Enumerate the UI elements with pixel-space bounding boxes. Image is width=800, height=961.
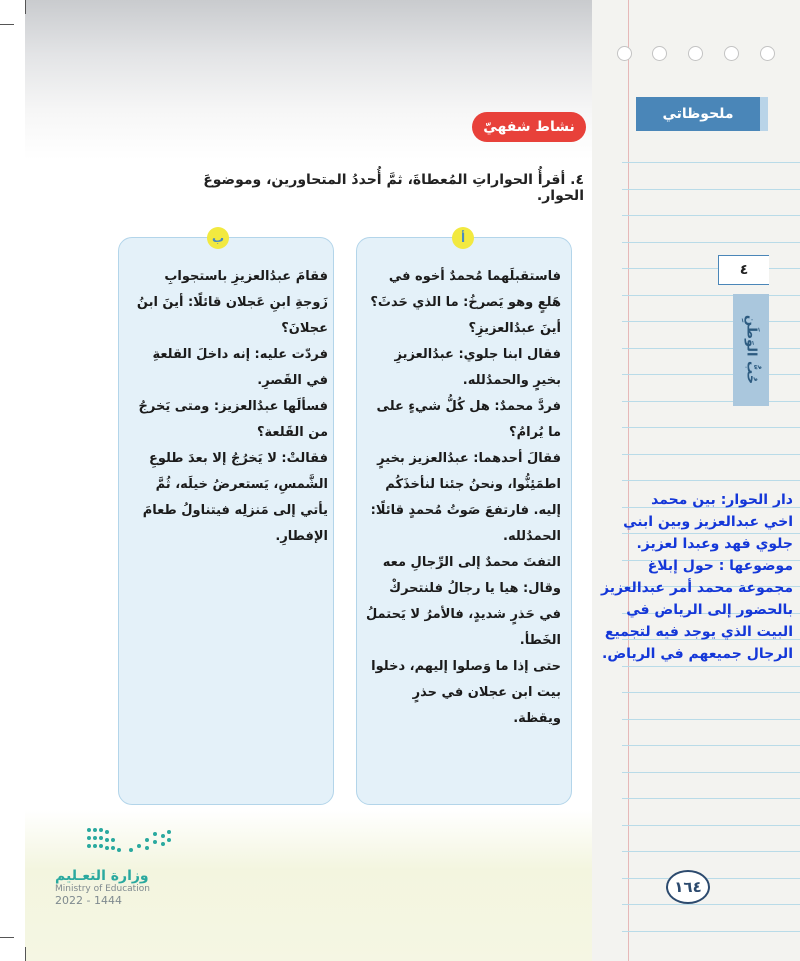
ruled-line (622, 772, 800, 773)
answer-line: دار الحوار: بين محمد (651, 492, 793, 508)
ring-hole (760, 46, 775, 61)
answer-line: البيت الذي يوجد فيه لتجميع (604, 624, 793, 640)
ruled-line (622, 798, 800, 799)
ruled-line (622, 215, 800, 216)
ruled-line (622, 454, 800, 455)
ruled-line (622, 242, 800, 243)
ring-hole (688, 46, 703, 61)
ruled-line (622, 878, 800, 879)
activity-label: نشاط شفهيّ (472, 112, 586, 142)
answer-line: جلوي فهد وعبدا لعزيز. (636, 536, 793, 552)
ruled-line (622, 719, 800, 720)
dialogue-paragraph: التفتَ محمدٌ إلى الرِّجالِ معه وقال: هيا يا رجالُ فلنتحركْ في حَذرٍ شديدٍ، فالأمرُ لا يَحتملُ الخَطأ. (365, 555, 561, 648)
ring-hole (617, 46, 632, 61)
crop-mark (25, 0, 26, 14)
ruled-line (622, 851, 800, 852)
badge-a: أ (452, 227, 474, 249)
ruled-line (622, 321, 800, 322)
ruled-line (622, 904, 800, 905)
crop-mark (25, 947, 26, 961)
ruled-line (622, 480, 800, 481)
ministry-name-en: Ministry of Education (55, 884, 150, 894)
answer-line: بالحضور إلى الرياض في (626, 602, 793, 618)
ring-hole (652, 46, 667, 61)
ruled-line (622, 692, 800, 693)
instruction-text: ٤. أقرأُ الحواراتِ المُعطاةَ، ثمَّ أُحددُ المتحاورين، وموضوعَ الحوار. (203, 172, 584, 204)
notes-title: ملحوظاتي (636, 97, 768, 131)
ruled-line (622, 162, 800, 163)
unit-number: ٤ (718, 255, 769, 285)
ruled-line (622, 931, 800, 932)
ministry-logo-block (55, 824, 175, 907)
dialogue-paragraph: فقالتْ: لا يَخرُجُ إلا بعدَ طلوعِ الشَّمسِ، يَستعرضُ خيلَه، ثُمَّ يأتي إلى مَنزلِه فيتناولُ طعامَ الإفطارِ. (142, 451, 328, 544)
dialogue-paragraph: فقالَ أحدهما: عبدُالعزيز بخيرٍ اطمَئِنُّوا، ونحنُ جئنا لنأخذَكُم إليه. فارتفعَ صَوتُ مُحمدٍ قائلًا: الحمدُلله. (370, 451, 561, 544)
ruled-line (622, 825, 800, 826)
ministry-name-ar: وزارة التعـليم (55, 868, 149, 884)
page-number: ١٦٤ (666, 870, 710, 904)
answer-line: موضوعها : حول إبلاغ (647, 558, 793, 574)
answer-line: مجموعة محمد أمر عبدالعزيز (600, 580, 793, 596)
answer-line: اخي عبدالعزيز وبين ابني (623, 514, 793, 530)
ruled-line (622, 268, 800, 269)
dialogue-paragraph: فقامَ عبدُالعزيزِ باستجوابِ زَوجةِ ابنِ عَجلان قائلًا: أينَ ابنُ عجلانَ؟ (136, 269, 328, 336)
ruled-line (622, 189, 800, 190)
ring-hole (724, 46, 739, 61)
badge-b: ب (207, 227, 229, 249)
answer-line: الرجال جميعهم في الرياض. (602, 646, 793, 662)
ruled-line (622, 374, 800, 375)
crop-mark (0, 24, 14, 25)
dialogue-paragraph: فسألَها عبدُالعزيز: ومتى يَخرجُ من القَلعة؟ (138, 399, 328, 440)
ministry-year: 2022 - 1444 (55, 894, 122, 907)
ruled-line (622, 427, 800, 428)
unit-title: حُبُّ الوَطَنِ (743, 315, 759, 385)
ruled-line (622, 666, 800, 667)
ruled-line (622, 348, 800, 349)
dialogue-b-text (128, 264, 328, 550)
ruled-line (622, 295, 800, 296)
ruled-line (622, 745, 800, 746)
crop-mark (0, 937, 14, 938)
dialogue-a-text (364, 264, 561, 732)
handwritten-answer (588, 489, 793, 665)
ministry-logo-icon (83, 824, 175, 860)
unit-title-tab (733, 294, 769, 406)
ruled-line (622, 401, 800, 402)
dialogue-paragraph: فاستقبلَهما مُحمدٌ أخوه في هَلعٍ وهو يَصرخُ: ما الذي حَدثَ؟ أينَ عبدُالعزيزِ؟ (370, 269, 561, 336)
dialogue-paragraph: فردّت عليه: إنه داخلَ القلعةِ في القَصرِ. (152, 347, 328, 388)
dialogue-paragraph: فقال ابنا جلوي: عبدُالعزيزِ بخيرٍ والحمدُلله. (394, 347, 561, 388)
dialogue-paragraph: حتى إذا ما وَصلوا إليهم، دخلوا بيت ابن عجلان في حذرٍ ويقظة. (371, 659, 561, 726)
dialogue-paragraph: فردَّ محمدٌ: هل كُلُّ شيءٍ على ما يُرامُ؟ (376, 399, 561, 440)
